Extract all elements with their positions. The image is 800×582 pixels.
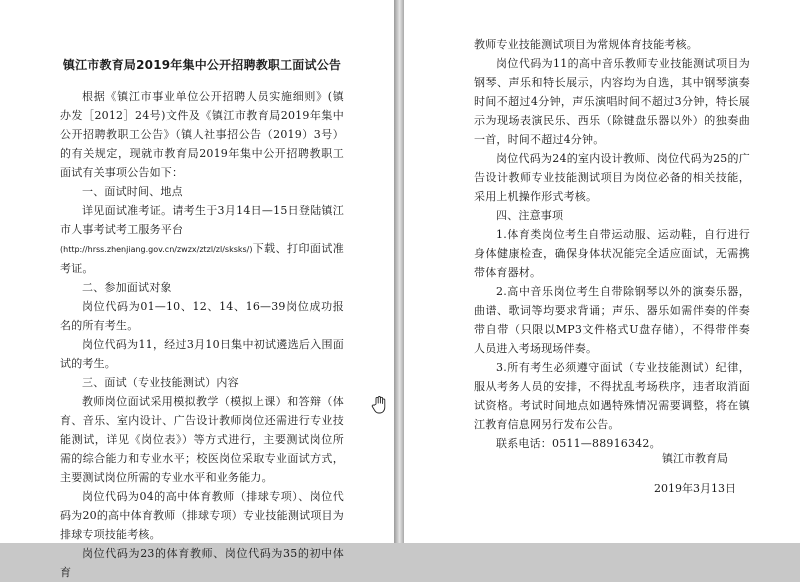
url-link[interactable]: (http://hrss.zhenjiang.gov.cn/zwzx/ztzl/zl/sksks/) (60, 245, 253, 254)
document-page-right (404, 0, 800, 543)
paragraph: 根据《镇江市事业单位公开招聘人员实施细则》(镇办发［2012］24号)文件及《镇江市教育局2019年集中公开招聘教职工公告》（镇人社事招公告（2019）3号）的有关规定，现就市教育局2019年集中公开招聘教职工面试有关事项公告如下： (60, 90, 344, 179)
paragraph: 岗位代码为23的体育教师、岗位代码为35的初中体育 (60, 547, 344, 579)
paragraph: 2.高中音乐岗位考生自带除钢琴以外的演奏乐器，曲谱、歌词等均要求背诵；声乐、器乐如需伴奏的伴奏带自带（只限以MP3文件格式U盘存储），不得带伴奏人员进入考场现场伴奏。 (474, 285, 750, 355)
section-heading: 四、注意事项 (496, 209, 564, 222)
paragraph: 3.所有考生必须遵守面试（专业技能测试）纪律，服从考务人员的安排，不得扰乱考场秩序，违者取消面试资格。考试时间地点如遇特殊情况需要调整，将在镇江教育信息网另行发布公告。 (474, 361, 750, 431)
section-heading: 一、面试时间、地点 (82, 185, 183, 198)
paragraph-url (60, 239, 344, 278)
paragraph: 岗位代码为01—10、12、14、16—39岗位成功报名的所有考生。 (60, 300, 344, 332)
paragraph: 详见面试准考证。请考生于3月14日—15日登陆镇江市人事考试考工服务平台 (60, 204, 344, 236)
left-page-content (60, 56, 344, 582)
hand-cursor-icon (371, 396, 387, 414)
paragraph: 教师专业技能测试项目为常规体育技能考核。 (474, 38, 698, 51)
paragraph: 教师岗位面试采用模拟教学（模拟上课）和答辩（体育、音乐、室内设计、广告设计教师岗位还需进行专业技能测试，详见《岗位表》）等方式进行，主要测试岗位所需的综合能力和专业水平；校医岗位采取专业面试方式，主要测试岗位所需的专业水平和业务能力。 (60, 395, 344, 484)
paragraph: 岗位代码为11，经过3月10日集中初试遴选后入围面试的考生。 (60, 338, 344, 370)
signature-date: 2019年3月13日 (654, 482, 736, 495)
page-gutter (394, 0, 404, 543)
section-heading: 三、面试（专业技能测试）内容 (82, 376, 239, 389)
paragraph: 岗位代码为11的高中音乐教师专业技能测试项目为钢琴、声乐和特长展示，内容均为自选，其中钢琴演奏时间不超过4分钟，声乐演唱时间不超过3分钟，特长展示为现场表演民乐、西乐（除键盘乐器以外）的独奏曲一首，时间不超过4分钟。 (474, 57, 750, 146)
page-title: 镇江市教育局2019年集中公开招聘教职工面试公告 (62, 58, 342, 72)
url-suffix: 下载、打印面试准考证。 (60, 242, 344, 275)
paragraph: 1.体育类岗位考生自带运动服、运动鞋，自行进行身体健康检查，确保身体状况能完全适应面试，无需携带体育器材。 (474, 228, 750, 279)
section-heading: 二、参加面试对象 (82, 281, 172, 294)
right-page-content (474, 35, 750, 453)
contact-phone: 联系电话：0511—88916342。 (496, 437, 661, 450)
paragraph: 岗位代码为24的室内设计教师、岗位代码为25的广告设计教师专业技能测试项目为岗位必备的相关技能，采用上机操作形式考核。 (474, 152, 750, 203)
signature-org: 镇江市教育局 (662, 452, 728, 465)
paragraph: 岗位代码为04的高中体育教师（排球专项）、岗位代码为20的高中体育教师（排球专项）专业技能测试项目为排球专项技能考核。 (60, 490, 344, 541)
signature-block (654, 449, 736, 509)
document-page-left (0, 0, 394, 579)
